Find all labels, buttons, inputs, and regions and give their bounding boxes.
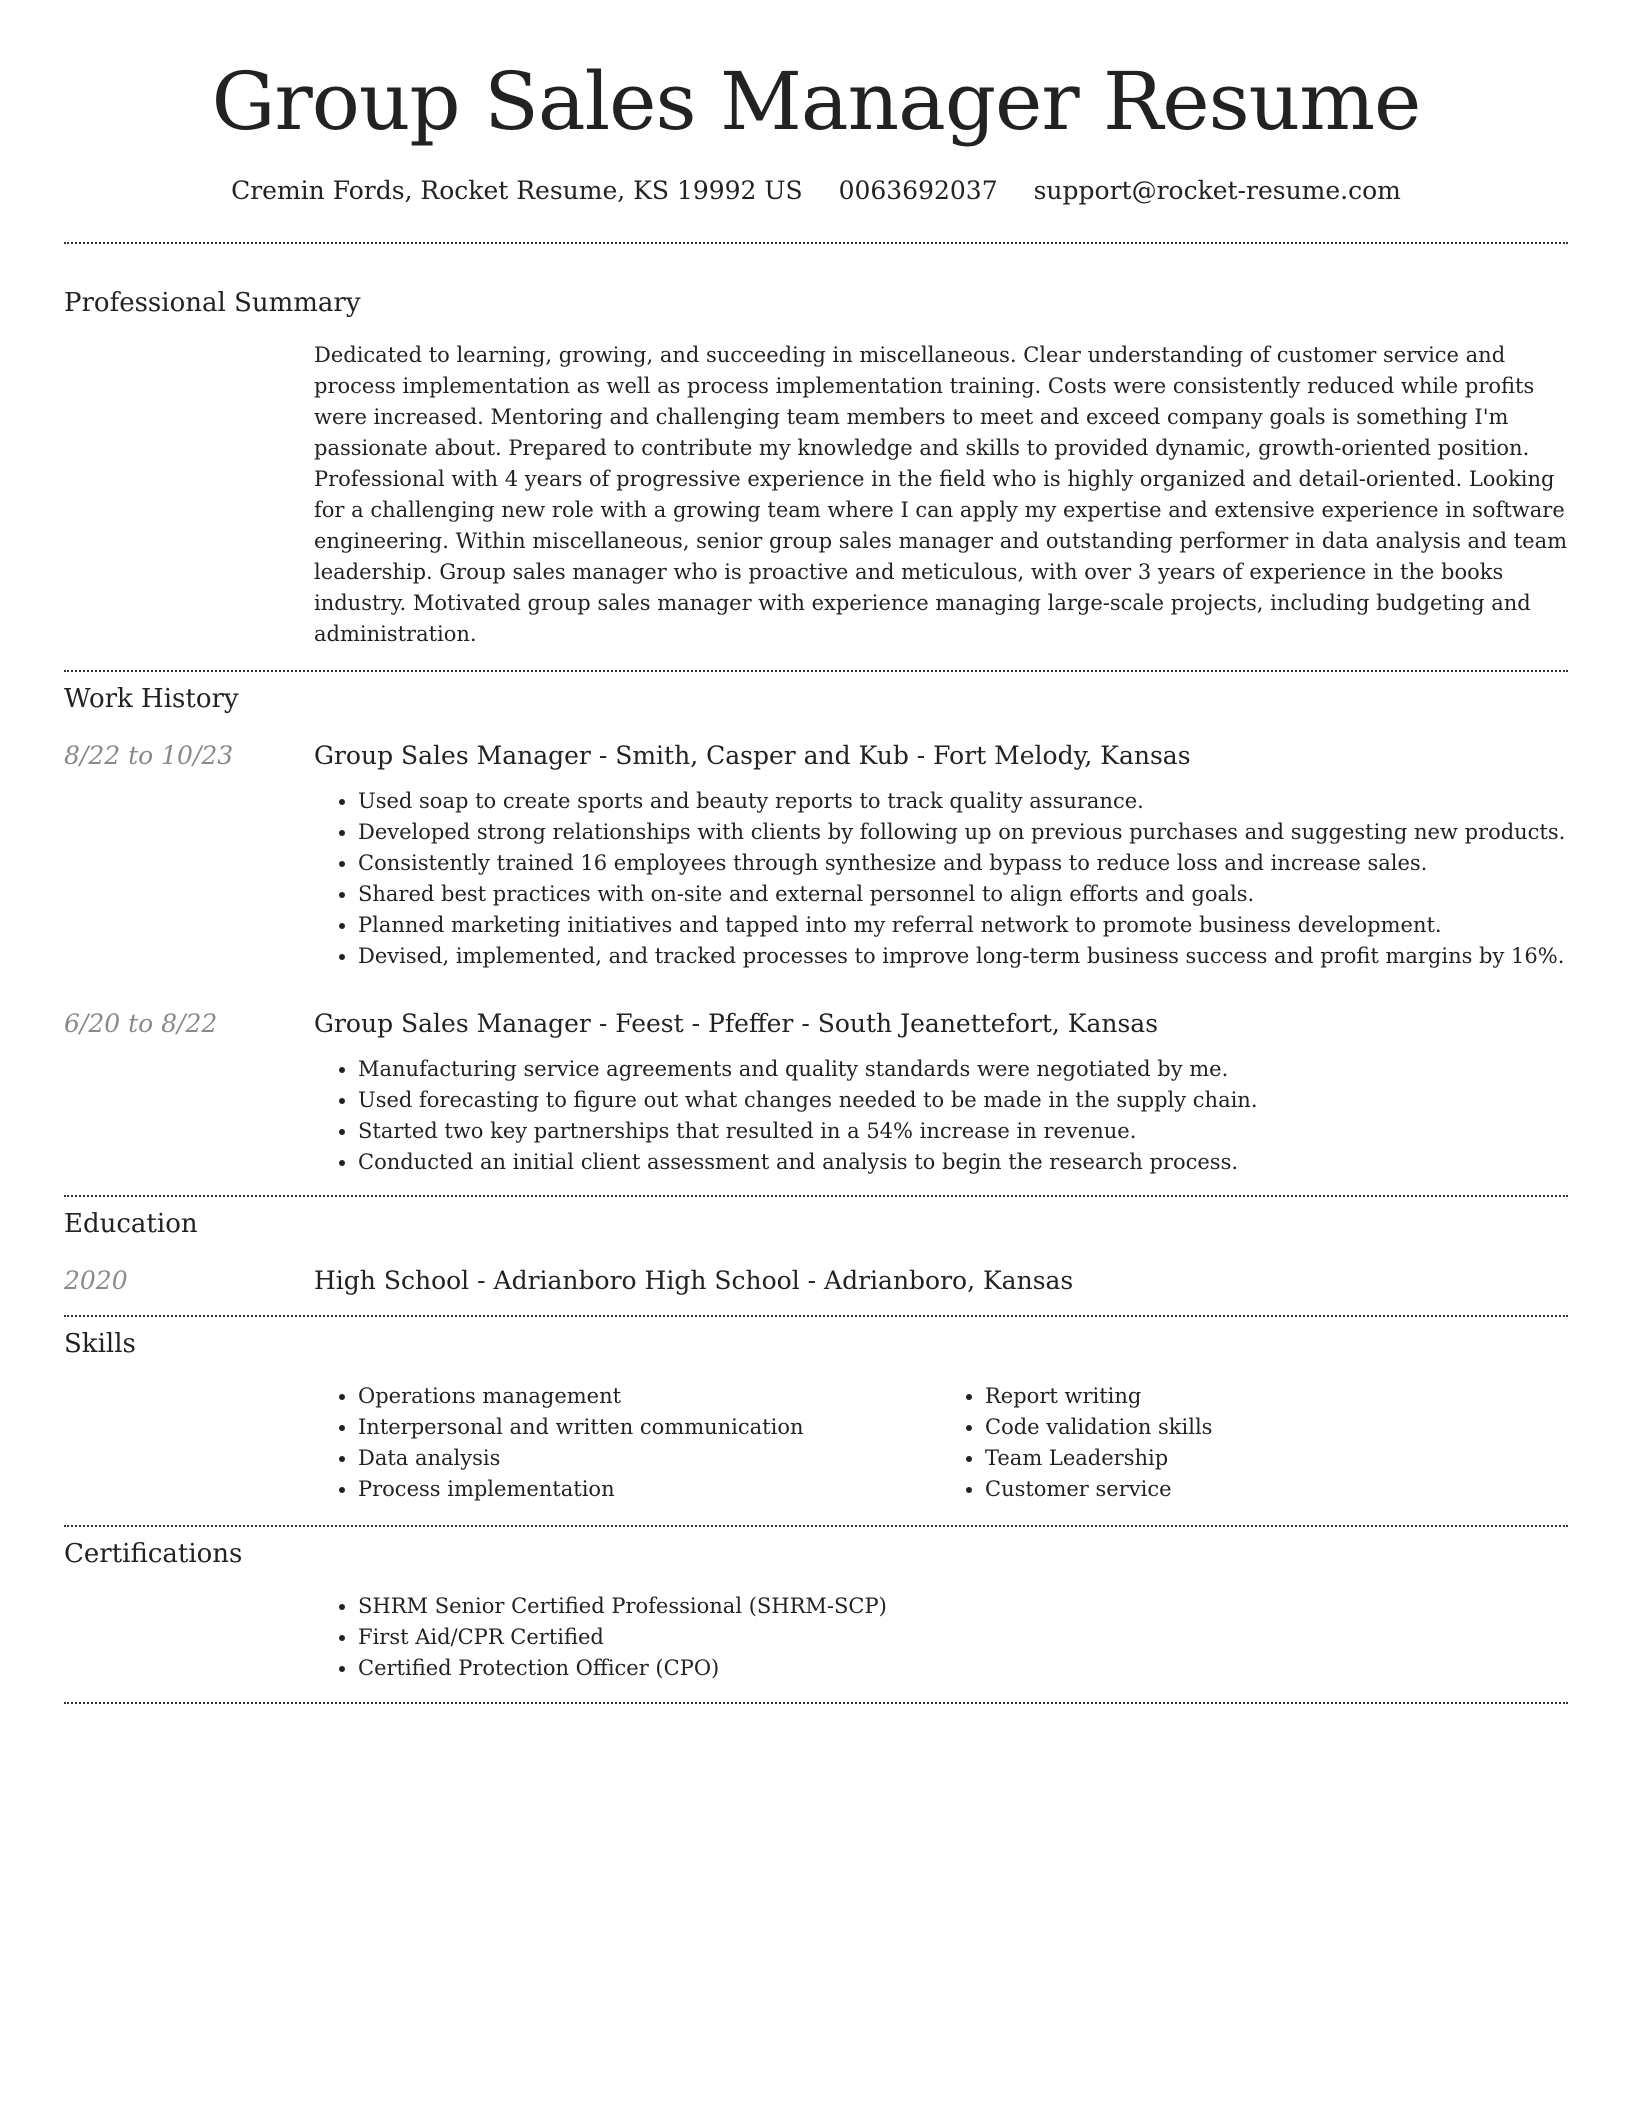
job-entry — [64, 738, 1568, 972]
list-item: • Conducted an initial client assessment and analysis to begin the research process. — [358, 1147, 1568, 1178]
list-item: • Manufacturing service agreements and quality standards were negotiated by me. — [358, 1054, 1568, 1085]
summary-text: Dedicated to learning, growing, and succeeding in miscellaneous. Clear understanding of customer service and process implementation as well as process implementation training. Costs were consistently reduced while profits were increased. Mentoring and challenging team members to meet and exceed company goals is something I'm passionate about. Prepared to contribute my knowledge and skills to provided dynamic, growth-oriented position. Professional with 4 years of progressive experience in the field who is highly organized and detail-oriented. Looking for a challenging new role with a growing team where I can apply my expertise and extensive experience in software engineering. Within miscellaneous, senior group sales manager and outstanding performer in data analysis and team leadership. Group sales manager who is proactive and meticulous, with over 3 years of experience in the books industry. Motivated group sales manager with experience managing large-scale projects, including budgeting and administration. — [314, 343, 1568, 646]
skills-column-1 — [314, 1381, 941, 1505]
job-title: Group Sales Manager - Feest - Pfeffer - South Jeanettefort, Kansas — [314, 1009, 1159, 1038]
education-heading: Education — [64, 1209, 198, 1239]
contact-line — [64, 174, 1568, 208]
skills-column-2 — [941, 1381, 1568, 1505]
job-dates: 8/22 to 10/23 — [64, 741, 234, 770]
list-item: • SHRM Senior Certified Professional (SHRM-SCP) — [358, 1591, 1568, 1622]
work-history-heading: Work History — [64, 684, 239, 714]
education-section — [64, 1197, 1568, 1299]
list-item: • Used soap to create sports and beauty reports to track quality assurance. — [358, 786, 1568, 817]
list-item: • Customer service — [985, 1474, 1568, 1505]
list-item: • Consistently trained 16 employees through synthesize and bypass to reduce loss and increase sales. — [358, 848, 1568, 879]
list-item: • Interpersonal and written communication — [358, 1412, 941, 1443]
education-year: 2020 — [64, 1266, 128, 1295]
list-item: • Process implementation — [358, 1474, 941, 1505]
page-title: Group Sales Manager Resume — [211, 55, 1421, 148]
list-item: • Code validation skills — [985, 1412, 1568, 1443]
list-item: • Report writing — [985, 1381, 1568, 1412]
skills-section — [64, 1317, 1568, 1505]
divider — [64, 1702, 1568, 1704]
list-item: • Started two key partnerships that resulted in a 54% increase in revenue. — [358, 1116, 1568, 1147]
list-item: • Data analysis — [358, 1443, 941, 1474]
resume-header — [64, 0, 1568, 208]
job-title: Group Sales Manager - Smith, Casper and Kub - Fort Melody, Kansas — [314, 741, 1191, 770]
list-item: • Operations management — [358, 1381, 941, 1412]
certifications-section — [64, 1527, 1568, 1684]
job-bullets — [314, 1054, 1568, 1178]
work-history-section — [64, 672, 1568, 1178]
certifications-list — [314, 1591, 1568, 1684]
certifications-heading: Certifications — [64, 1539, 243, 1569]
job-entry — [64, 1006, 1568, 1178]
contact-address: Cremin Fords, Rocket Resume, KS 19992 US — [231, 176, 803, 205]
summary-heading: Professional Summary — [64, 288, 361, 318]
education-detail: High School - Adrianboro High School - Adrianboro, Kansas — [314, 1266, 1074, 1295]
list-item: • Certified Protection Officer (CPO) — [358, 1653, 1568, 1684]
list-item: • Devised, implemented, and tracked processes to improve long-term business success and profit margins by 16%. — [358, 941, 1568, 972]
contact-phone: 0063692037 — [838, 176, 998, 205]
list-item: • Team Leadership — [985, 1443, 1568, 1474]
job-dates: 6/20 to 8/22 — [64, 1009, 218, 1038]
education-entry — [64, 1263, 1568, 1299]
skills-list — [314, 1381, 1568, 1505]
list-item: • Developed strong relationships with clients by following up on previous purchases and suggesting new products. — [358, 817, 1568, 848]
list-item: • Planned marketing initiatives and tapped into my referral network to promote business development. — [358, 910, 1568, 941]
list-item: • First Aid/CPR Certified — [358, 1622, 1568, 1653]
contact-email: support@rocket-resume.com — [1033, 176, 1401, 205]
job-bullets — [314, 786, 1568, 972]
summary-section — [64, 244, 1568, 650]
skills-heading: Skills — [64, 1329, 136, 1359]
list-item: • Used forecasting to figure out what changes needed to be made in the supply chain. — [358, 1085, 1568, 1116]
list-item: • Shared best practices with on-site and external personnel to align efforts and goals. — [358, 879, 1568, 910]
